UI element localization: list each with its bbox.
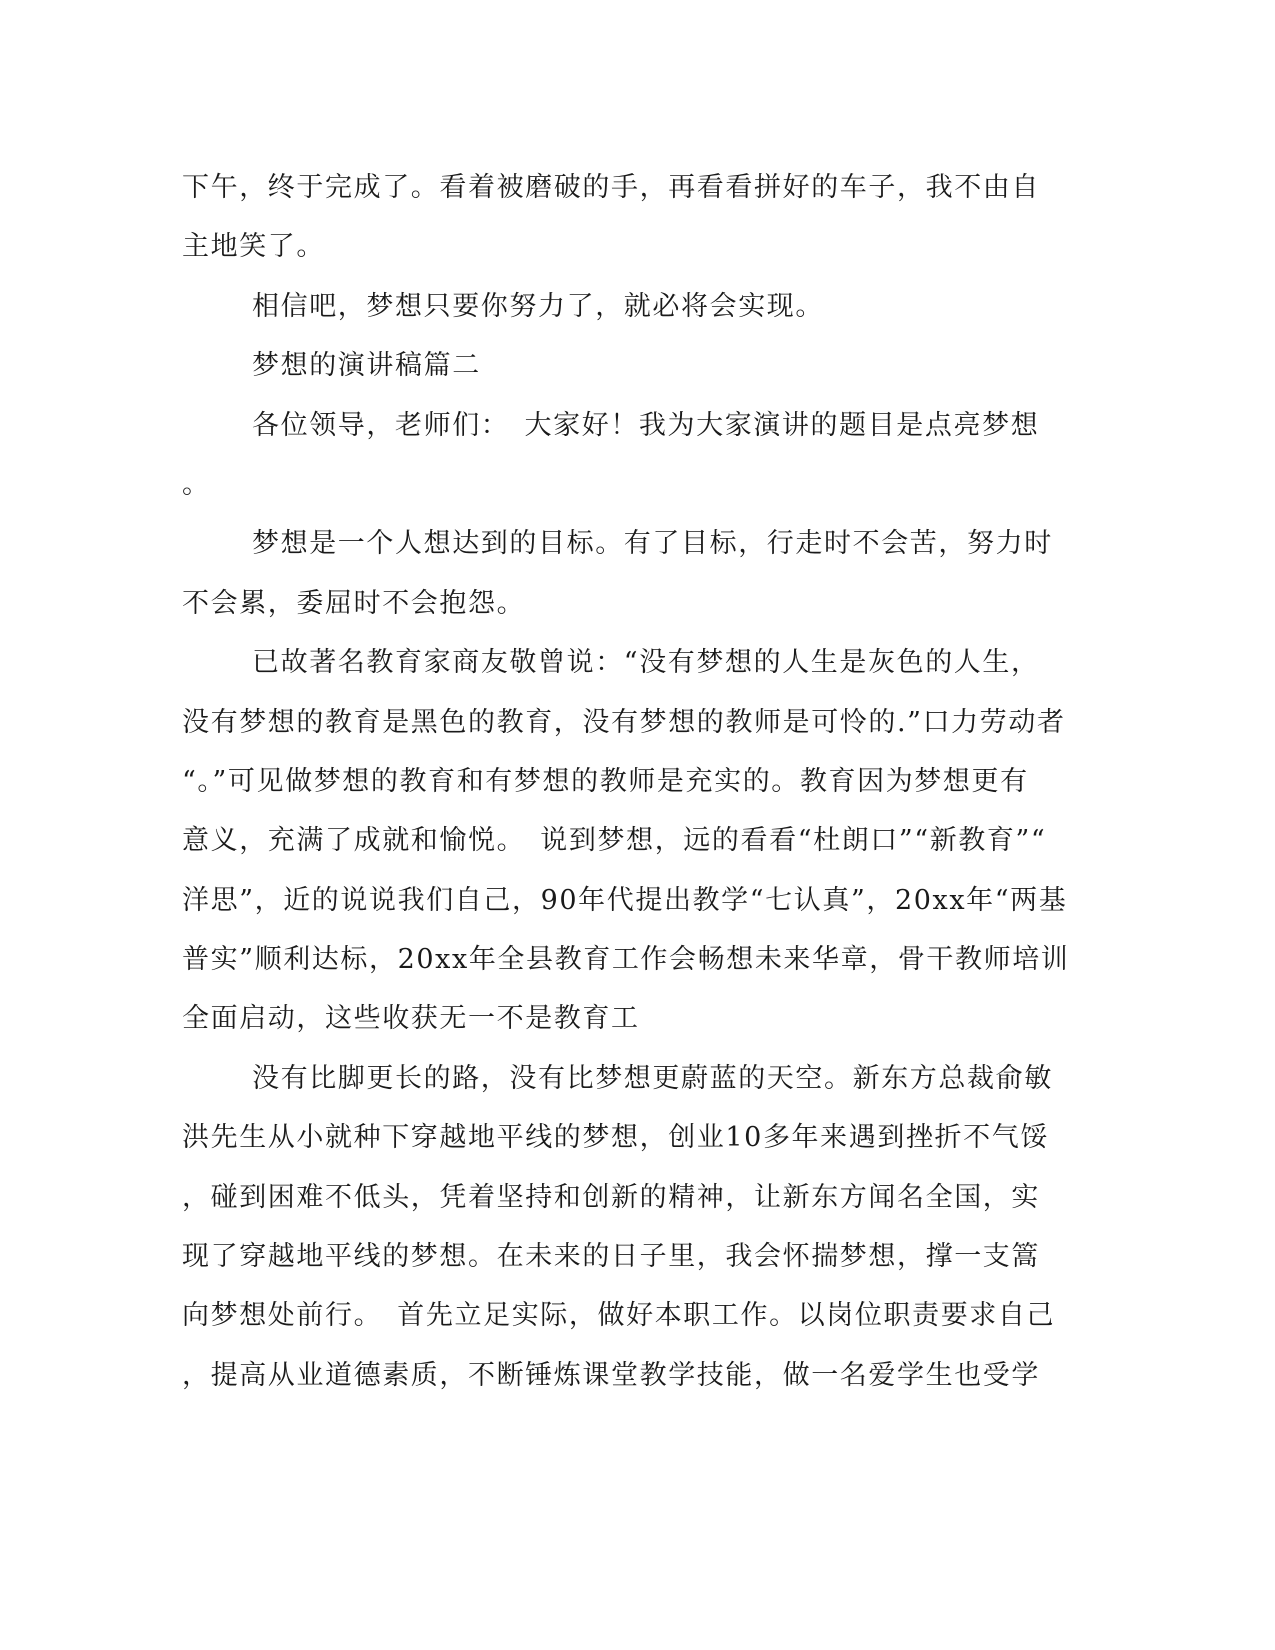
text-line: 不会累，委屈时不会抱怨。 — [182, 587, 526, 619]
text-line: 现了穿越地平线的梦想。在未来的日子里，我会怀揣梦想，撑一支篙 — [182, 1241, 1040, 1273]
section-heading: 梦想的演讲稿篇二 — [252, 350, 481, 382]
text-line: 已故著名教育家商友敬曾说：“没有梦想的人生是灰色的人生， — [252, 647, 1040, 679]
text-line: 各位领导，老师们： 大家好！我为大家演讲的题目是点亮梦想 — [252, 409, 1040, 441]
text-line: ，碰到困难不低头，凭着坚持和创新的精神，让新东方闻名全国，实 — [182, 1181, 1040, 1213]
text-line: 普实”顺利达标，20xx年全县教育工作会畅想未来华章，骨干教师培训 — [182, 944, 1070, 976]
text-line: 意义，充满了成就和愉悦。 说到梦想，远的看看“杜朗口”“新教育”“ — [182, 825, 1047, 857]
text-line: 洋思”，近的说说我们自己，90年代提出教学“七认真”，20xx年“两基 — [182, 884, 1068, 916]
text-line: 向梦想处前行。 首先立足实际，做好本职工作。以岗位职责要求自己 — [182, 1300, 1056, 1332]
text-line: “。”可见做梦想的教育和有梦想的教师是充实的。教育因为梦想更有 — [182, 765, 1029, 797]
text-line: 下午，终于完成了。看着被磨破的手，再看看拼好的车子，我不由自 — [182, 172, 1040, 203]
text-line: 。 — [182, 468, 211, 500]
text-line: 没有梦想的教育是黑色的教育，没有梦想的教师是可怜的.”口力劳动者 — [182, 706, 1066, 738]
text-line: 洪先生从小就种下穿越地平线的梦想，创业10多年来遇到挫折不气馁 — [182, 1122, 1049, 1154]
text-line: 没有比脚更长的路，没有比梦想更蔚蓝的天空。新东方总裁俞敏 — [252, 1062, 1053, 1094]
document-body — [182, 158, 1070, 1405]
text-line: ，提高从业道德素质，不断锤炼课堂教学技能，做一名爱学生也受学 — [182, 1359, 1040, 1391]
text-line: 全面启动，这些收获无一不是教育工 — [182, 1003, 640, 1035]
text-line: 主地笑了。 — [182, 231, 325, 263]
text-line: 梦想是一个人想达到的目标。有了目标，行走时不会苦，努力时 — [252, 528, 1053, 560]
text-line: 相信吧，梦想只要你努力了，就必将会实现。 — [252, 290, 824, 322]
